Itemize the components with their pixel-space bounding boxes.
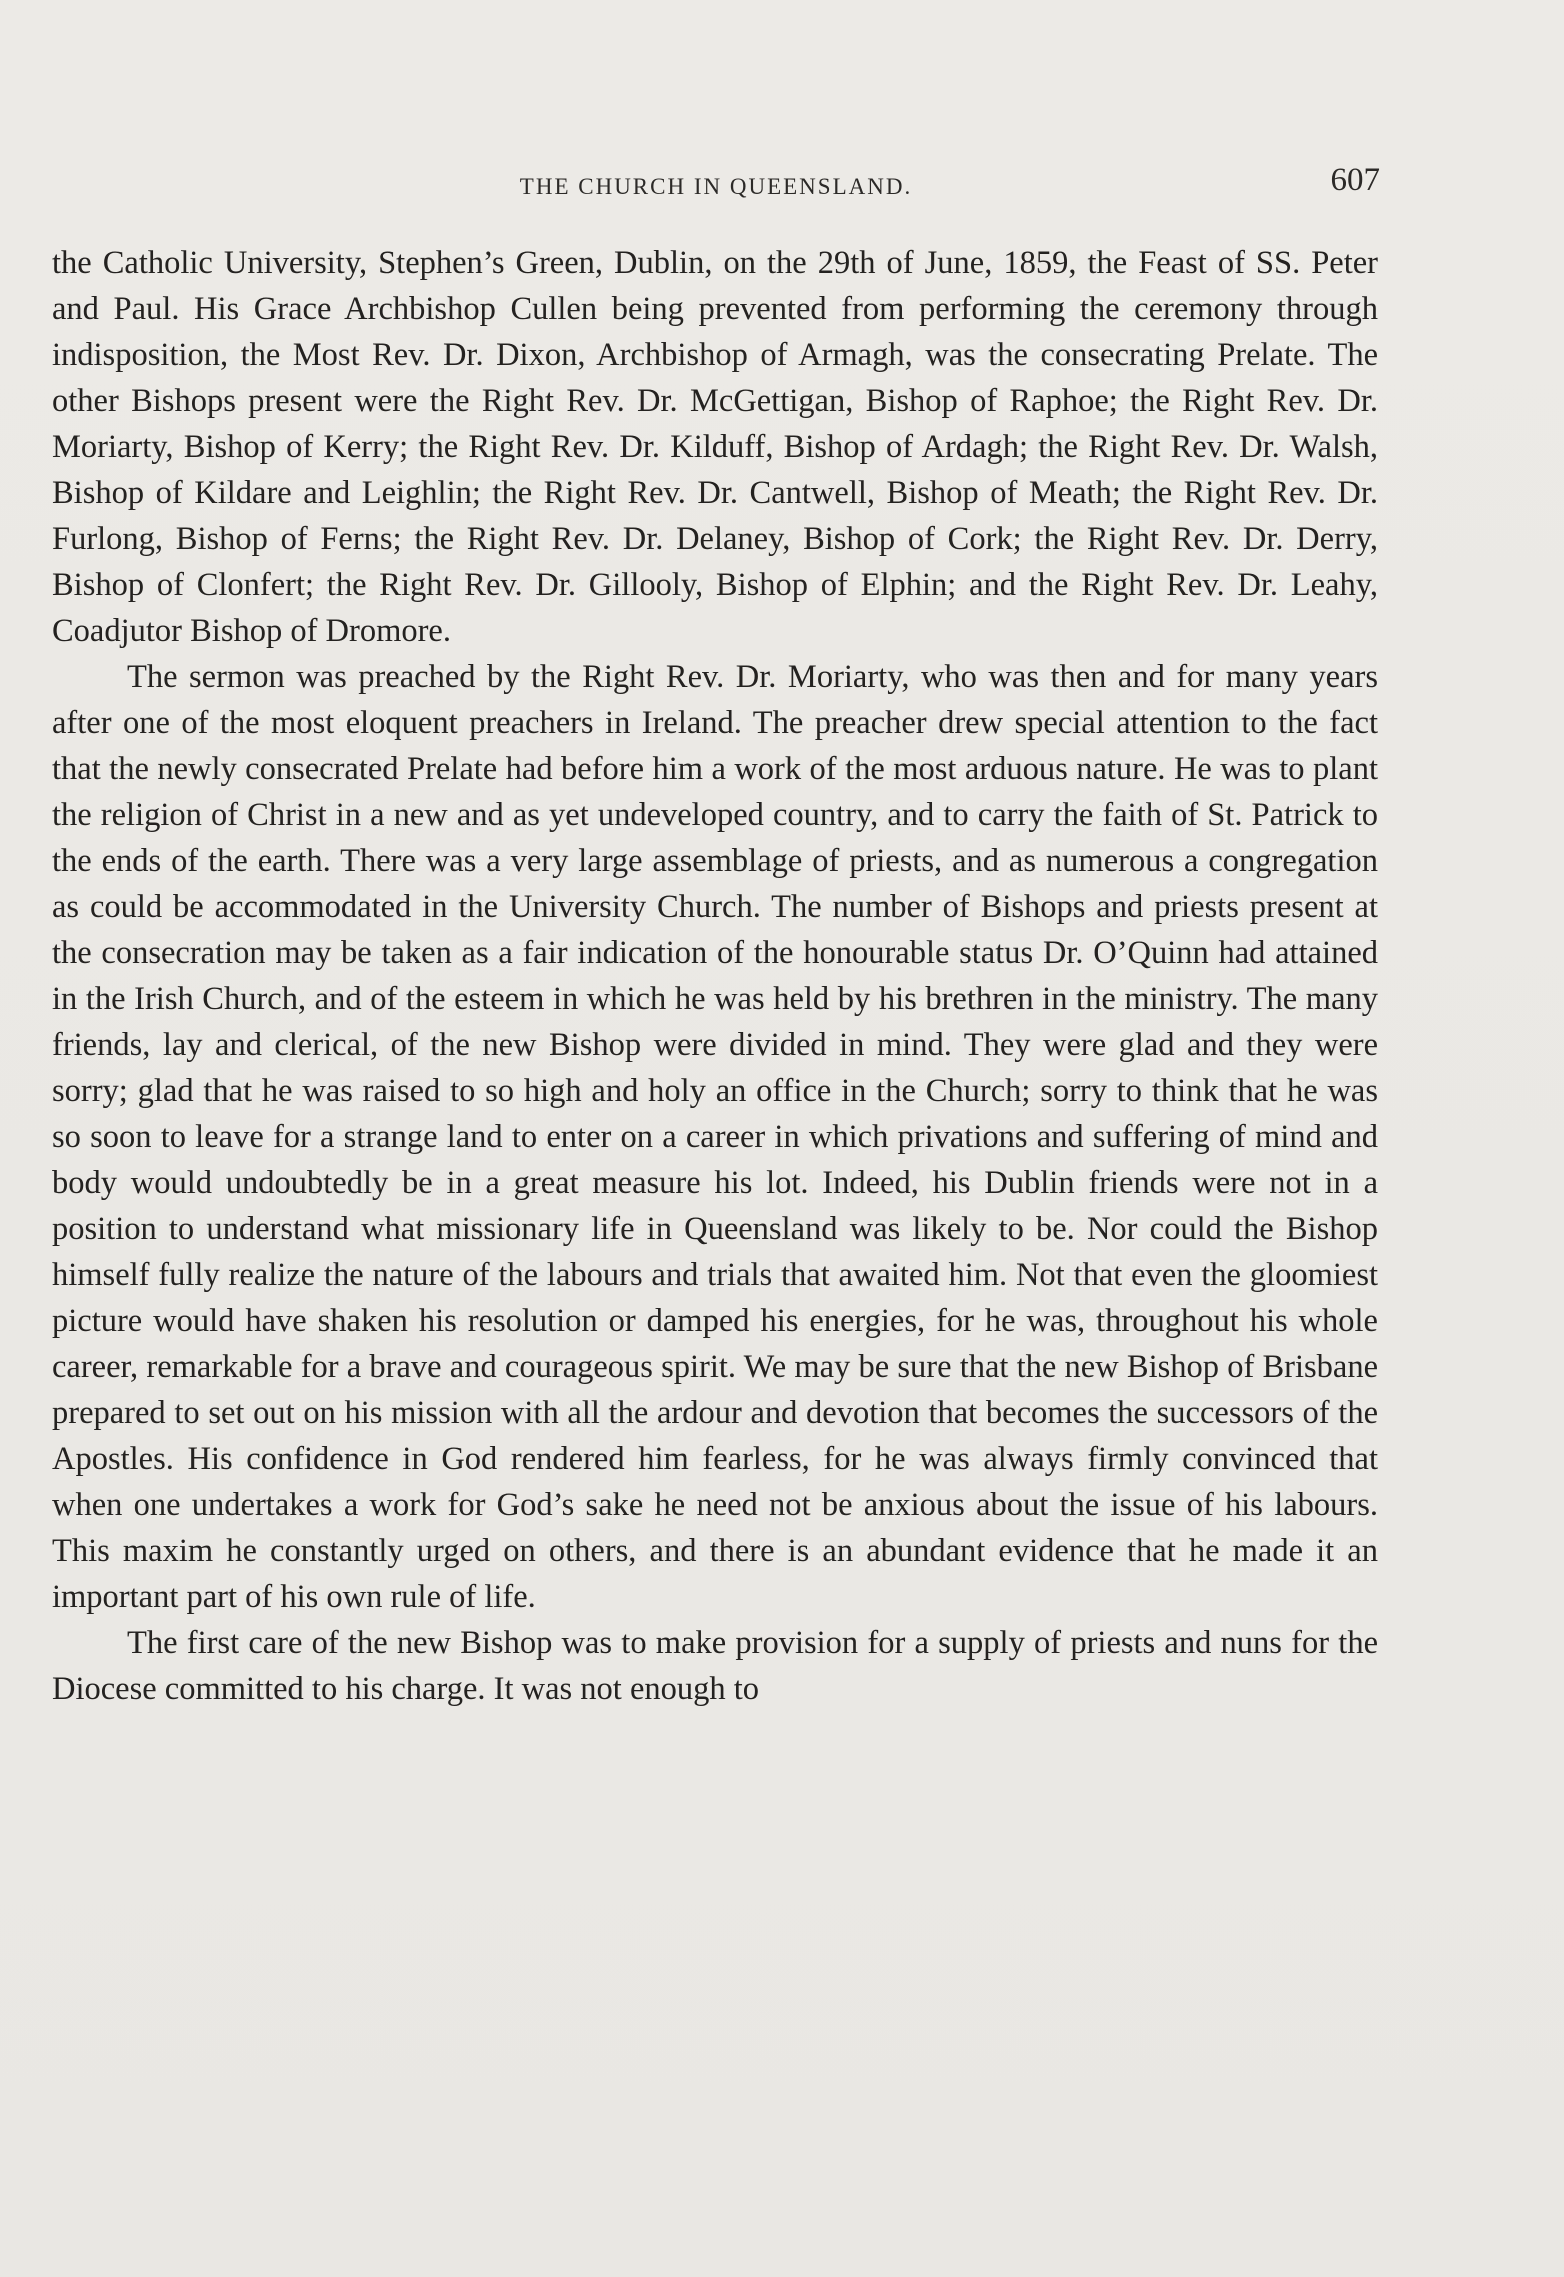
running-head bbox=[52, 162, 1380, 210]
page-number: 607 bbox=[1330, 162, 1380, 198]
body-text bbox=[52, 240, 1378, 1712]
paragraph-continued: the Catholic University, Stephen’s Green, Dublin, on the 29th of June, 1859, the Feast of SS. Peter and Paul. His Grace Archbishop Cullen being prevented from performing the ceremony through indisposition, the Most Rev. Dr. Dixon, Archbishop of Armagh, was the consecrating Prelate. The other Bishops present were the Right Rev. Dr. McGettigan, Bishop of Raphoe; the Right Rev. Dr. Moriarty, Bishop of Kerry; the Right Rev. Dr. Kilduff, Bishop of Ardagh; the Right Rev. Dr. Walsh, Bishop of Kildare and Leighlin; the Right Rev. Dr. Cantwell, Bishop of Meath; the Right Rev. Dr. Furlong, Bishop of Ferns; the Right Rev. Dr. Delaney, Bishop of Cork; the Right Rev. Dr. Derry, Bishop of Clonfert; the Right Rev. Dr. Gillooly, Bishop of Elphin; and the Right Rev. Dr. Leahy, Coadjutor Bishop of Dromore. bbox=[52, 245, 1378, 649]
paragraph-sermon: The sermon was preached by the Right Rev. Dr. Moriarty, who was then and for many years after one of the most eloquent preachers in Ireland. The preacher drew special attention to the fact that the newly consecrated Prelate had before him a work of the most arduous nature. He was to plant the religion of Christ in a new and as yet undeveloped country, and to carry the faith of St. Patrick to the ends of the earth. There was a very large assemblage of priests, and as numerous a congregation as could be accommodated in the University Church. The number of Bishops and priests present at the consecration may be taken as a fair indication of the honourable status Dr. O’Quinn had attained in the Irish Church, and of the esteem in which he was held by his brethren in the ministry. The many friends, lay and clerical, of the new Bishop were divided in mind. They were glad and they were sorry; glad that he was raised to so high and holy an office in the Church; sorry to think that he was so soon to leave for a strange land to enter on a career in which privations and suffering of mind and body would undoubtedly be in a great measure his lot. Indeed, his Dublin friends were not in a position to understand what missionary life in Queensland was likely to be. Nor could the Bishop himself fully realize the nature of the labours and trials that awaited him. Not that even the gloomiest picture would have shaken his resolution or damped his energies, for he was, throughout his whole career, remarkable for a brave and courageous spirit. We may be sure that the new Bishop of Brisbane prepared to set out on his mission with all the ardour and devotion that becomes the successors of the Apostles. His confidence in God rendered him fearless, for he was always firmly convinced that when one undertakes a work for God’s sake he need not be anxious about the issue of his labours. This maxim he constantly urged on others, and there is an abundant evidence that he made it an important part of his own rule of life. bbox=[52, 659, 1378, 1615]
running-title: THE CHURCH IN QUEENSLAND. bbox=[519, 174, 913, 199]
paragraph-first-care: The first care of the new Bishop was to make provision for a supply of priests and nuns for the Diocese committed to his charge. It was not enough to bbox=[52, 1625, 1378, 1707]
